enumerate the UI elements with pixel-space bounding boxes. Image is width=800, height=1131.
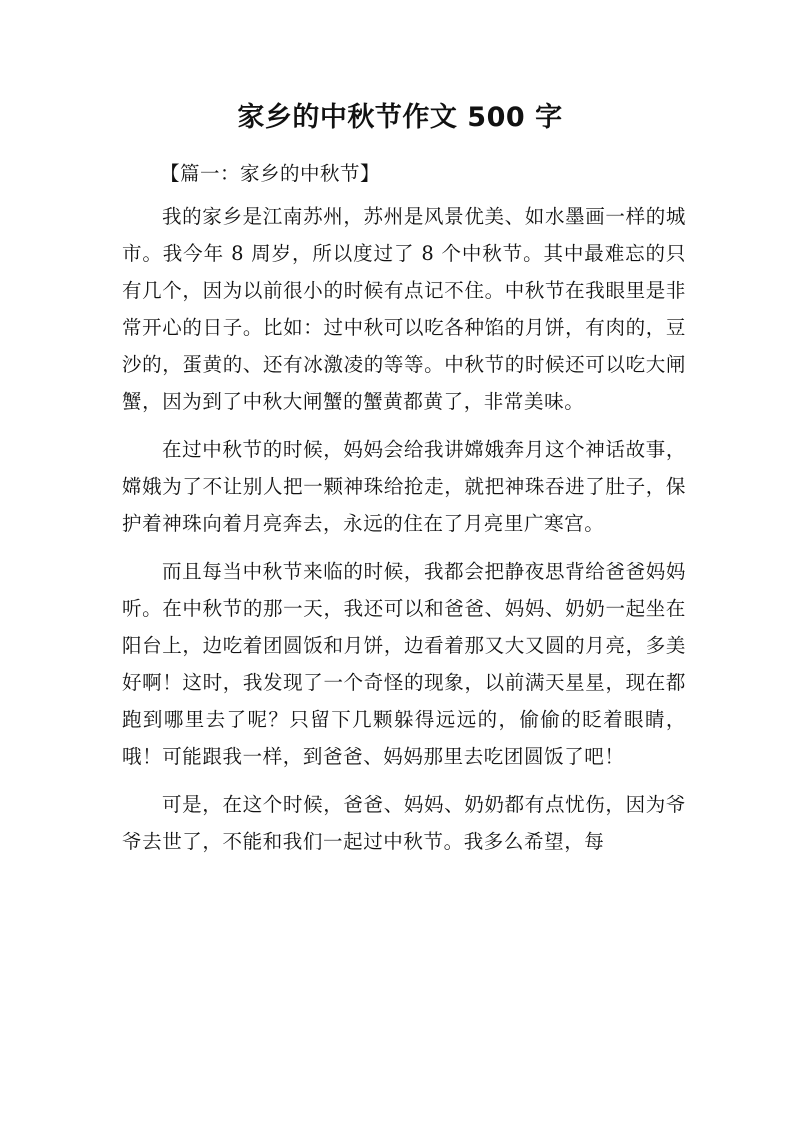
paragraph-4: 可是，在这个时候，爸爸、妈妈、奶奶都有点忧伤，因为爷爷去世了，不能和我们一起过中秋节。我多么希望，每	[122, 793, 686, 853]
paragraph-3: 而且每当中秋节来临的时候，我都会把静夜思背给爸爸妈妈听。在中秋节的那一天，我还可以和爸爸、妈妈、奶奶一起坐在阳台上，边吃着团圆饭和月饼，边看着那又大又圆的月亮，多美好啊！这时，我发现了一个奇怪的现象，以前满天星星，现在都跑到哪里去了呢？只留下几颗躲得远远的，偷偷的眨着眼睛，哦！可能跟我一样，到爸爸、妈妈那里去吃团圆饭了吧！	[122, 560, 686, 768]
paragraph-1: 我的家乡是江南苏州，苏州是风景优美、如水墨画一样的城市。我今年 8 周岁，所以度过了 8 个中秋节。其中最难忘的只有几个，因为以前很小的时候有点记不住。中秋节在我眼里是非常开心的日子。比如：过中秋可以吃各种馅的月饼，有肉的，豆沙的，蛋黄的、还有冰激凌的等等。中秋节的时候还可以吃大闸蟹，因为到了中秋大闸蟹的蟹黄都黄了，非常美味。	[122, 205, 686, 413]
paragraph-2: 在过中秋节的时候，妈妈会给我讲嫦娥奔月这个神话故事，嫦娥为了不让别人把一颗神珠给抢走，就把神珠吞进了肚子，保护着神珠向着月亮奔去，永远的住在了月亮里广寒宫。	[122, 438, 686, 535]
document-title: 家乡的中秋节作文 500 字	[237, 102, 563, 133]
document-body	[122, 155, 686, 860]
section-heading: 【篇一：家乡的中秋节】	[160, 162, 381, 185]
